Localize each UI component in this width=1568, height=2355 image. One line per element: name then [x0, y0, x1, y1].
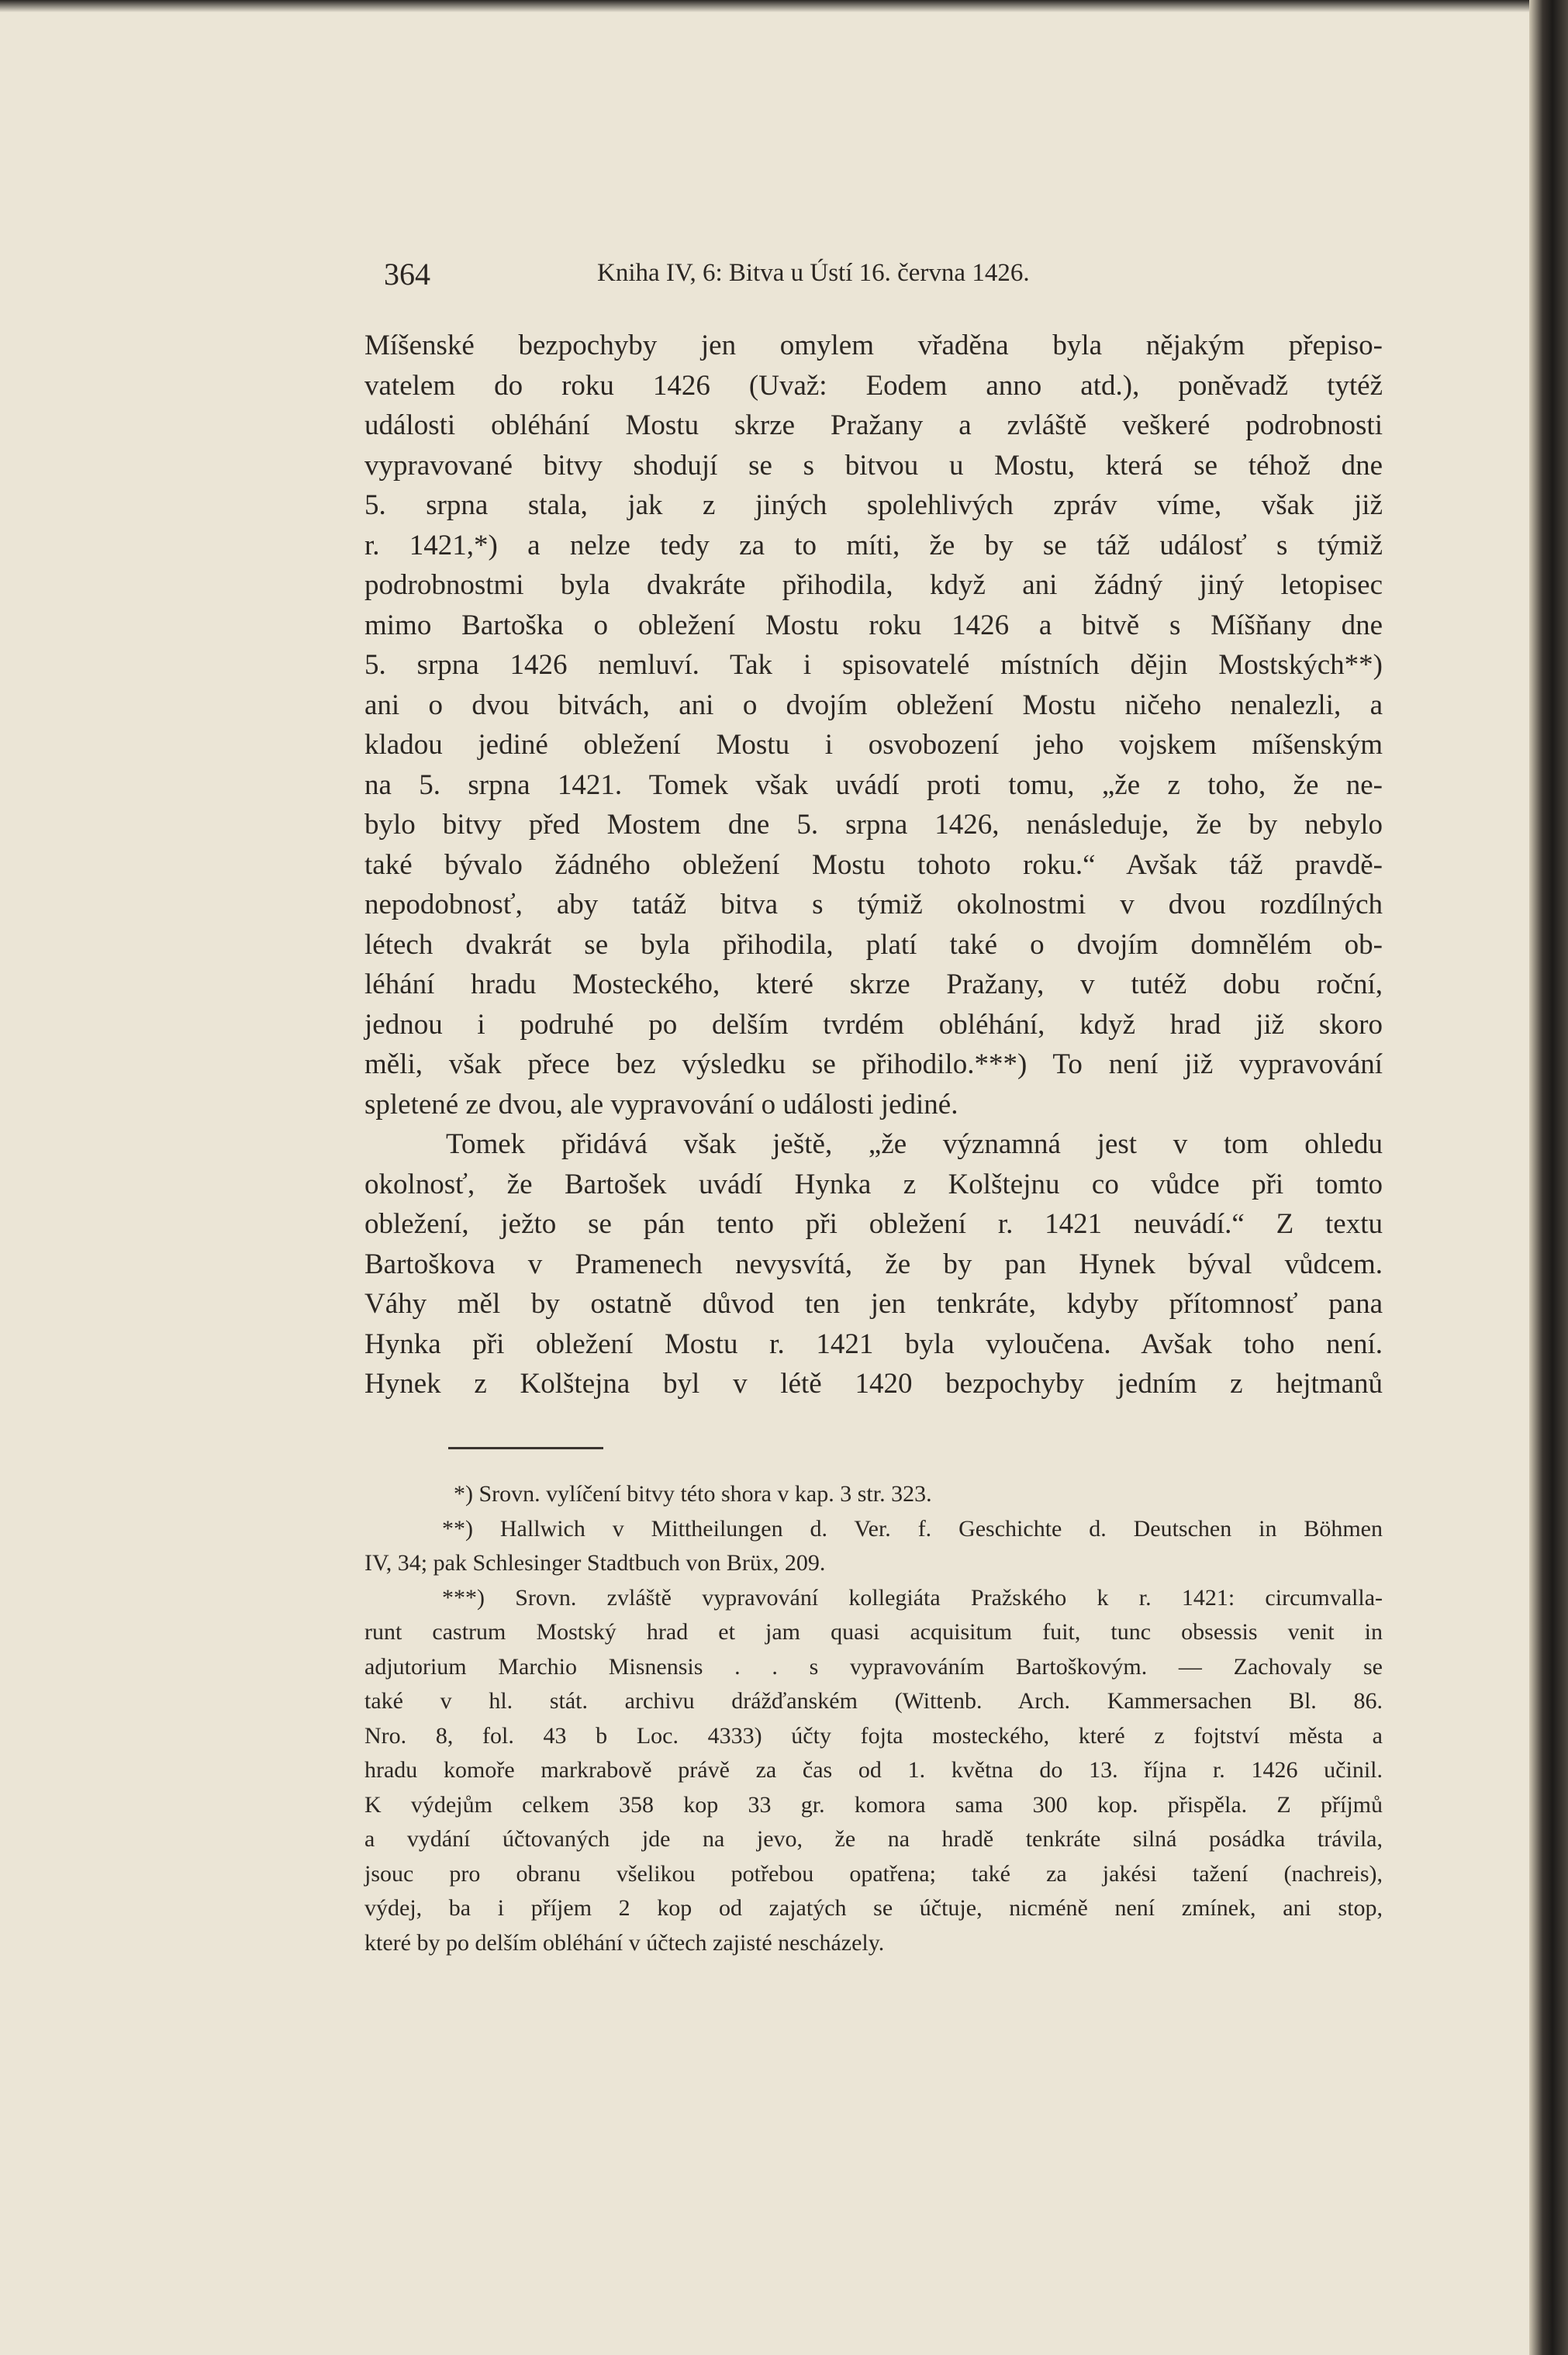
footnote-line: Nro. 8, fol. 43 b Loc. 4333) účty fojta mosteckého, které z fojtství města a	[364, 1722, 1383, 1749]
footnote-line: IV, 34; pak Schlesinger Stadtbuch von Brüx, 209.	[364, 1550, 826, 1576]
footnote-line: hradu komoře markrabově právě za čas od 1. května do 13. října r. 1426 učinil.	[364, 1757, 1383, 1783]
footnote-line: ***) Srovn. zvláště vypravování kollegiáta Pražského k r. 1421: circumvalla-	[442, 1584, 1383, 1611]
text-line: kladou jediné obležení Mostu i osvobození jeho vojskem míšenským	[364, 729, 1383, 761]
text-line: měli, však přece bez výsledku se přihodilo.***) To není již vypravování	[364, 1048, 1383, 1080]
text-line: spletené ze dvou, ale vypravování o události jediné.	[364, 1088, 958, 1121]
footnote-line: *) Srovn. vylíčení bitvy této shora v kap. 3 str. 323.	[454, 1481, 932, 1507]
text-line: obležení, ježto se pán tento při obležení r. 1421 neuvádí.“ Z textu	[364, 1208, 1383, 1240]
text-line: létech dvakrát se byla přihodila, platí také o dvojím domnělém ob-	[364, 928, 1383, 961]
text-line: ani o dvou bitvách, ani o dvojím obležení Mostu ničeho nenalezli, a	[364, 689, 1383, 721]
paragraph-start-line: Tomek přidává však ještě, „že významná jest v tom ohledu	[446, 1128, 1383, 1160]
footnote-line: adjutorium Marchio Misnensis . . s vypravováním Bartoškovým. — Zachovaly se	[364, 1653, 1383, 1680]
footnote-separator	[448, 1447, 603, 1449]
text-line: jednou i podruhé po delším tvrdém obléhání, když hrad již skoro	[364, 1008, 1383, 1041]
footnote-line: které by po delším obléhání v účtech zajisté nescházely.	[364, 1929, 885, 1956]
text-line: Míšenské bezpochyby jen omylem vřaděna byla nějakým přepiso-	[364, 330, 1383, 361]
footnote-line: jsouc pro obranu všelikou potřebou opatřena; také za jakési tažení (nachreis),	[364, 1860, 1383, 1887]
text-line: Bartoškova v Pramenech nevysvítá, že by pan Hynek býval vůdcem.	[364, 1248, 1383, 1280]
text-line: vypravované bitvy shodují se s bitvou u Mostu, která se téhož dne	[364, 449, 1383, 482]
footnote-line: výdej, ba i příjem 2 kop od zajatých se účtuje, nicméně není zmínek, ani stop,	[364, 1895, 1383, 1921]
text-line: léhání hradu Mosteckého, které skrze Pražany, v tutéž dobu roční,	[364, 969, 1383, 1000]
text-line: 5. srpna stala, jak z jiných spolehlivých zpráv víme, však již	[364, 489, 1383, 521]
text-line: nepodobnosť, aby tatáž bitva s týmiž okolnostmi v dvou rozdílných	[364, 889, 1383, 920]
text-line: 5. srpna 1426 nemluví. Tak i spisovatelé místních dějin Mostských**)	[364, 649, 1383, 681]
text-line: Váhy měl by ostatně důvod ten jen tenkráte, kdyby přítomnosť pana	[364, 1288, 1383, 1320]
text-line: vatelem do roku 1426 (Uvaž: Eodem anno atd.), poněvadž tytéž	[364, 369, 1383, 402]
footnote-line: runt castrum Mostský hrad et jam quasi acquisitum fuit, tunc obsessis venit in	[364, 1619, 1383, 1645]
text-line: podrobnostmi byla dvakráte přihodila, když ani žádný jiný letopisec	[364, 569, 1383, 601]
text-line: na 5. srpna 1421. Tomek však uvádí proti tomu, „že z toho, že ne-	[364, 768, 1383, 801]
body-text	[364, 326, 1383, 1404]
footnote-line: K výdejům celkem 358 kop 33 gr. komora sama 300 kop. přispěla. Z příjmů	[364, 1791, 1383, 1818]
page-number: 364	[384, 257, 430, 292]
text-line: Hynka při obležení Mostu r. 1421 byla vyloučena. Avšak toho není.	[364, 1328, 1383, 1360]
book-spine-edge	[1529, 0, 1568, 2355]
text-line: Hynek z Kolštejna byl v létě 1420 bezpochyby jedním z hejtmanů	[364, 1368, 1383, 1400]
text-line: r. 1421,*) a nelze tedy za to míti, že by se táž událosť s týmiž	[364, 529, 1383, 561]
text-line: okolnosť, že Bartošek uvádí Hynka z Kolštejnu co vůdce při tomto	[364, 1168, 1383, 1200]
page-header	[384, 256, 1470, 302]
footnotes	[364, 1477, 1383, 1960]
text-line: bylo bitvy před Mostem dne 5. srpna 1426, nenásleduje, že by nebylo	[364, 809, 1383, 841]
scan-top-shadow	[0, 0, 1568, 12]
text-line: mimo Bartoška o obležení Mostu roku 1426 a bitvě s Míšňany dne	[364, 609, 1383, 641]
footnote-line: také v hl. stát. archivu drážďanském (Wittenb. Arch. Kammersachen Bl. 86.	[364, 1688, 1383, 1714]
footnote-line: a vydání účtovaných jde na jevo, že na hradě tenkráte silná posádka trávila,	[364, 1826, 1383, 1852]
text-line: události obléhání Mostu skrze Pražany a zvláště veškeré podrobnosti	[364, 409, 1383, 441]
running-head: Kniha IV, 6: Bitva u Ústí 16. června 1426.	[597, 259, 1030, 287]
text-line: také bývalo žádného obležení Mostu tohoto roku.“ Avšak táž pravdě-	[364, 848, 1383, 881]
footnote-line: **) Hallwich v Mittheilungen d. Ver. f. Geschichte d. Deutschen in Böhmen	[442, 1515, 1383, 1542]
